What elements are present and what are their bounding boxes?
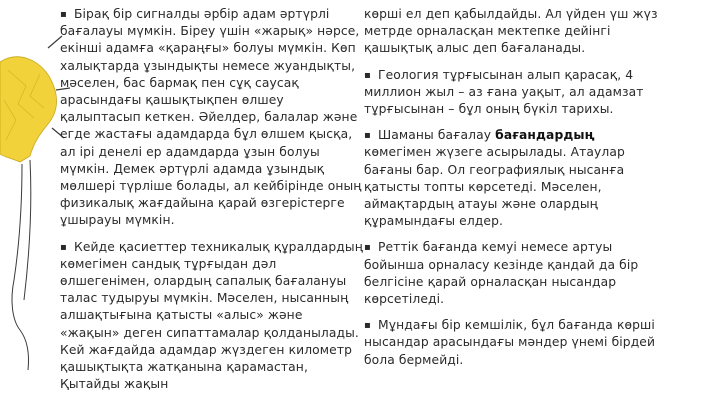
bullet-icon: ▪ xyxy=(364,320,371,332)
bulb-filament-icon xyxy=(12,160,31,370)
bullet-icon: ▪ xyxy=(60,241,67,253)
paragraph-signal-assessment xyxy=(60,6,363,230)
bullet-icon: ▪ xyxy=(364,130,371,142)
paragraph-technical-tools xyxy=(60,239,363,394)
crumpled-paper-bulb xyxy=(0,57,57,162)
paragraph-text: Мұндағы бір кемшілік, бұл бағанда көрші нысандар арасындағы мәндер үнемі бірдей бола бермейді. xyxy=(364,318,656,367)
paragraph-text: Реттік бағанда кемуі немесе артуы бойынша орналасу кезінде қандай да бір белгісіне қарай орналасқан нысандар көрсетіледі. xyxy=(364,240,639,307)
bullet-icon: ▪ xyxy=(60,9,67,20)
bullet-icon: ▪ xyxy=(364,69,371,81)
paragraph-text xyxy=(364,127,664,230)
paragraph-text: Геология тұрғысынан алып қарасақ, 4 миллион жыл – аз ғана уақыт, ал адамзат тұрғысынан – бұл оның бүкіл тарихы. xyxy=(364,67,644,117)
paragraph-text: Бірақ бір сигналды әрбір адам әртүрлі бағалауы мүмкін. Біреу үшін «жарық» нәрсе, екінші адамға «қараңғы» болуы мүмкін. Көп халықтарда ұзындықты немесе жуандықты, мәселен, бас бармақ пен сұқ саусақ арасындағы қашықтықпен өлшеу қалыптасып кеткен. Әйелдер, балалар және егде жастағы адамдарда бұл өлшем қысқа, ал ірі денелі ер адамдарда ұзын болуы мүмкін. Демек әртүрлі адамда ұзындық мөлшері түрліше болады, ал кейбірінде оның физикалық жағдайына қарай өзгерістерге ұшырауы мүмкін. xyxy=(60,7,362,228)
text-before: Шаманы бағалау xyxy=(378,128,496,143)
paragraph-ordinal-column xyxy=(364,239,664,308)
paragraph-text: көрші ел деп қабылдайды. Ал үйден үш жүз метрде орналасқан мектепке дейінгі қашықтық алыс деп бағаланады. xyxy=(364,7,658,56)
bold-term: бағандардың xyxy=(495,128,595,143)
right-column xyxy=(364,6,664,378)
left-column xyxy=(60,6,363,402)
paragraph-text: Кейде қасиеттер техникалық құралдардың көмегімен сандық тұрғыдан дәл өлшегенімен, олардың сапалық бағалануы талас тудыруы мүмкін. Мәселен, нысанның алшақтығына қатысты «алыс» және «жақын» деген сипаттамалар қолданылады. Кей жағдайда адамдар жүздеген километр қашықтықта жатқанына қарамастан, Қытайды жақын xyxy=(60,239,363,392)
paragraph-continuation xyxy=(364,6,664,58)
text-after: көмегімен жүзеге асырылады. Атаулар бағаны бар. Ол географиялық нысанға қатысты топты көрсетеді. Мәселен, аймақтардың атауы және олардың құрамындағы елдер. xyxy=(364,145,625,229)
paragraph-geology xyxy=(364,67,664,119)
bullet-icon: ▪ xyxy=(364,242,371,254)
paragraph-columns xyxy=(364,127,664,230)
paragraph-drawback xyxy=(364,317,664,369)
